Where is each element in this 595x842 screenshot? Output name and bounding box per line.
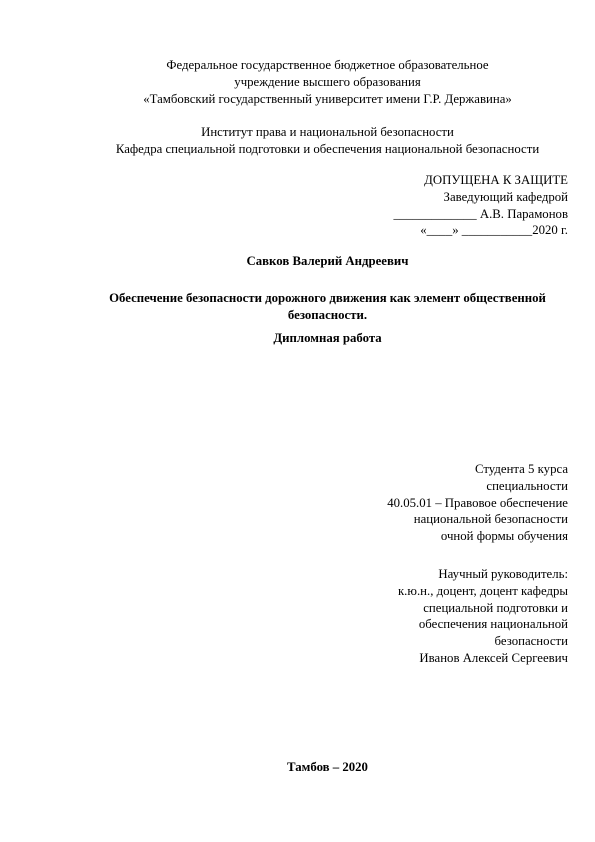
- approval-signature-line: _____________ А.В. Парамонов: [393, 206, 568, 221]
- approval-block: [300, 172, 568, 239]
- thesis-title: [60, 290, 595, 324]
- approval-position: Заведующий кафедрой: [443, 189, 568, 204]
- org-header-line-2: учреждение высшего образования: [234, 74, 421, 89]
- city-year: Тамбов – 2020: [287, 760, 368, 774]
- approval-heading: ДОПУЩЕНА К ЗАЩИТЕ: [424, 173, 568, 187]
- student-course: Студента 5 курса: [475, 462, 568, 476]
- institute-block: [60, 124, 595, 158]
- institute-name: Институт права и национальной безопасности: [201, 125, 454, 139]
- author-name: Савков Валерий Андреевич: [246, 254, 409, 268]
- thesis-title-line-1: Обеспечение безопасности дорожного движения как элемент общественной: [109, 291, 546, 305]
- approval-date-line: «____» ___________2020 г.: [420, 223, 568, 238]
- org-header-line-3: «Тамбовский государственный университет имени Г.Р. Державина»: [143, 91, 512, 106]
- advisor-department-2: обеспечения национальной: [418, 617, 568, 632]
- advisor-department-1: специальной подготовки и: [423, 600, 568, 615]
- student-specialty-label: специальности: [486, 478, 568, 493]
- work-type-block: [60, 330, 595, 347]
- advisor-info: [300, 566, 568, 667]
- organization-header: [60, 57, 595, 107]
- author-block: [60, 253, 595, 270]
- advisor-department-3: безопасности: [494, 634, 568, 649]
- org-header-line-1: Федеральное государственное бюджетное образовательное: [166, 58, 489, 72]
- advisor-name: Иванов Алексей Сергеевич: [419, 650, 568, 665]
- student-specialty-name: национальной безопасности: [413, 512, 568, 527]
- work-type: Дипломная работа: [273, 331, 382, 345]
- student-specialty-code: 40.05.01 – Правовое обеспечение: [387, 495, 568, 510]
- advisor-degree: к.ю.н., доцент, доцент кафедры: [397, 583, 568, 598]
- department-name: Кафедра специальной подготовки и обеспечения национальной безопасности: [115, 141, 540, 156]
- footer: [60, 759, 595, 776]
- student-info: [300, 461, 568, 545]
- student-study-form: очной формы обучения: [440, 529, 568, 544]
- thesis-title-line-2: безопасности.: [287, 307, 368, 322]
- advisor-label: Научный руководитель:: [438, 567, 568, 581]
